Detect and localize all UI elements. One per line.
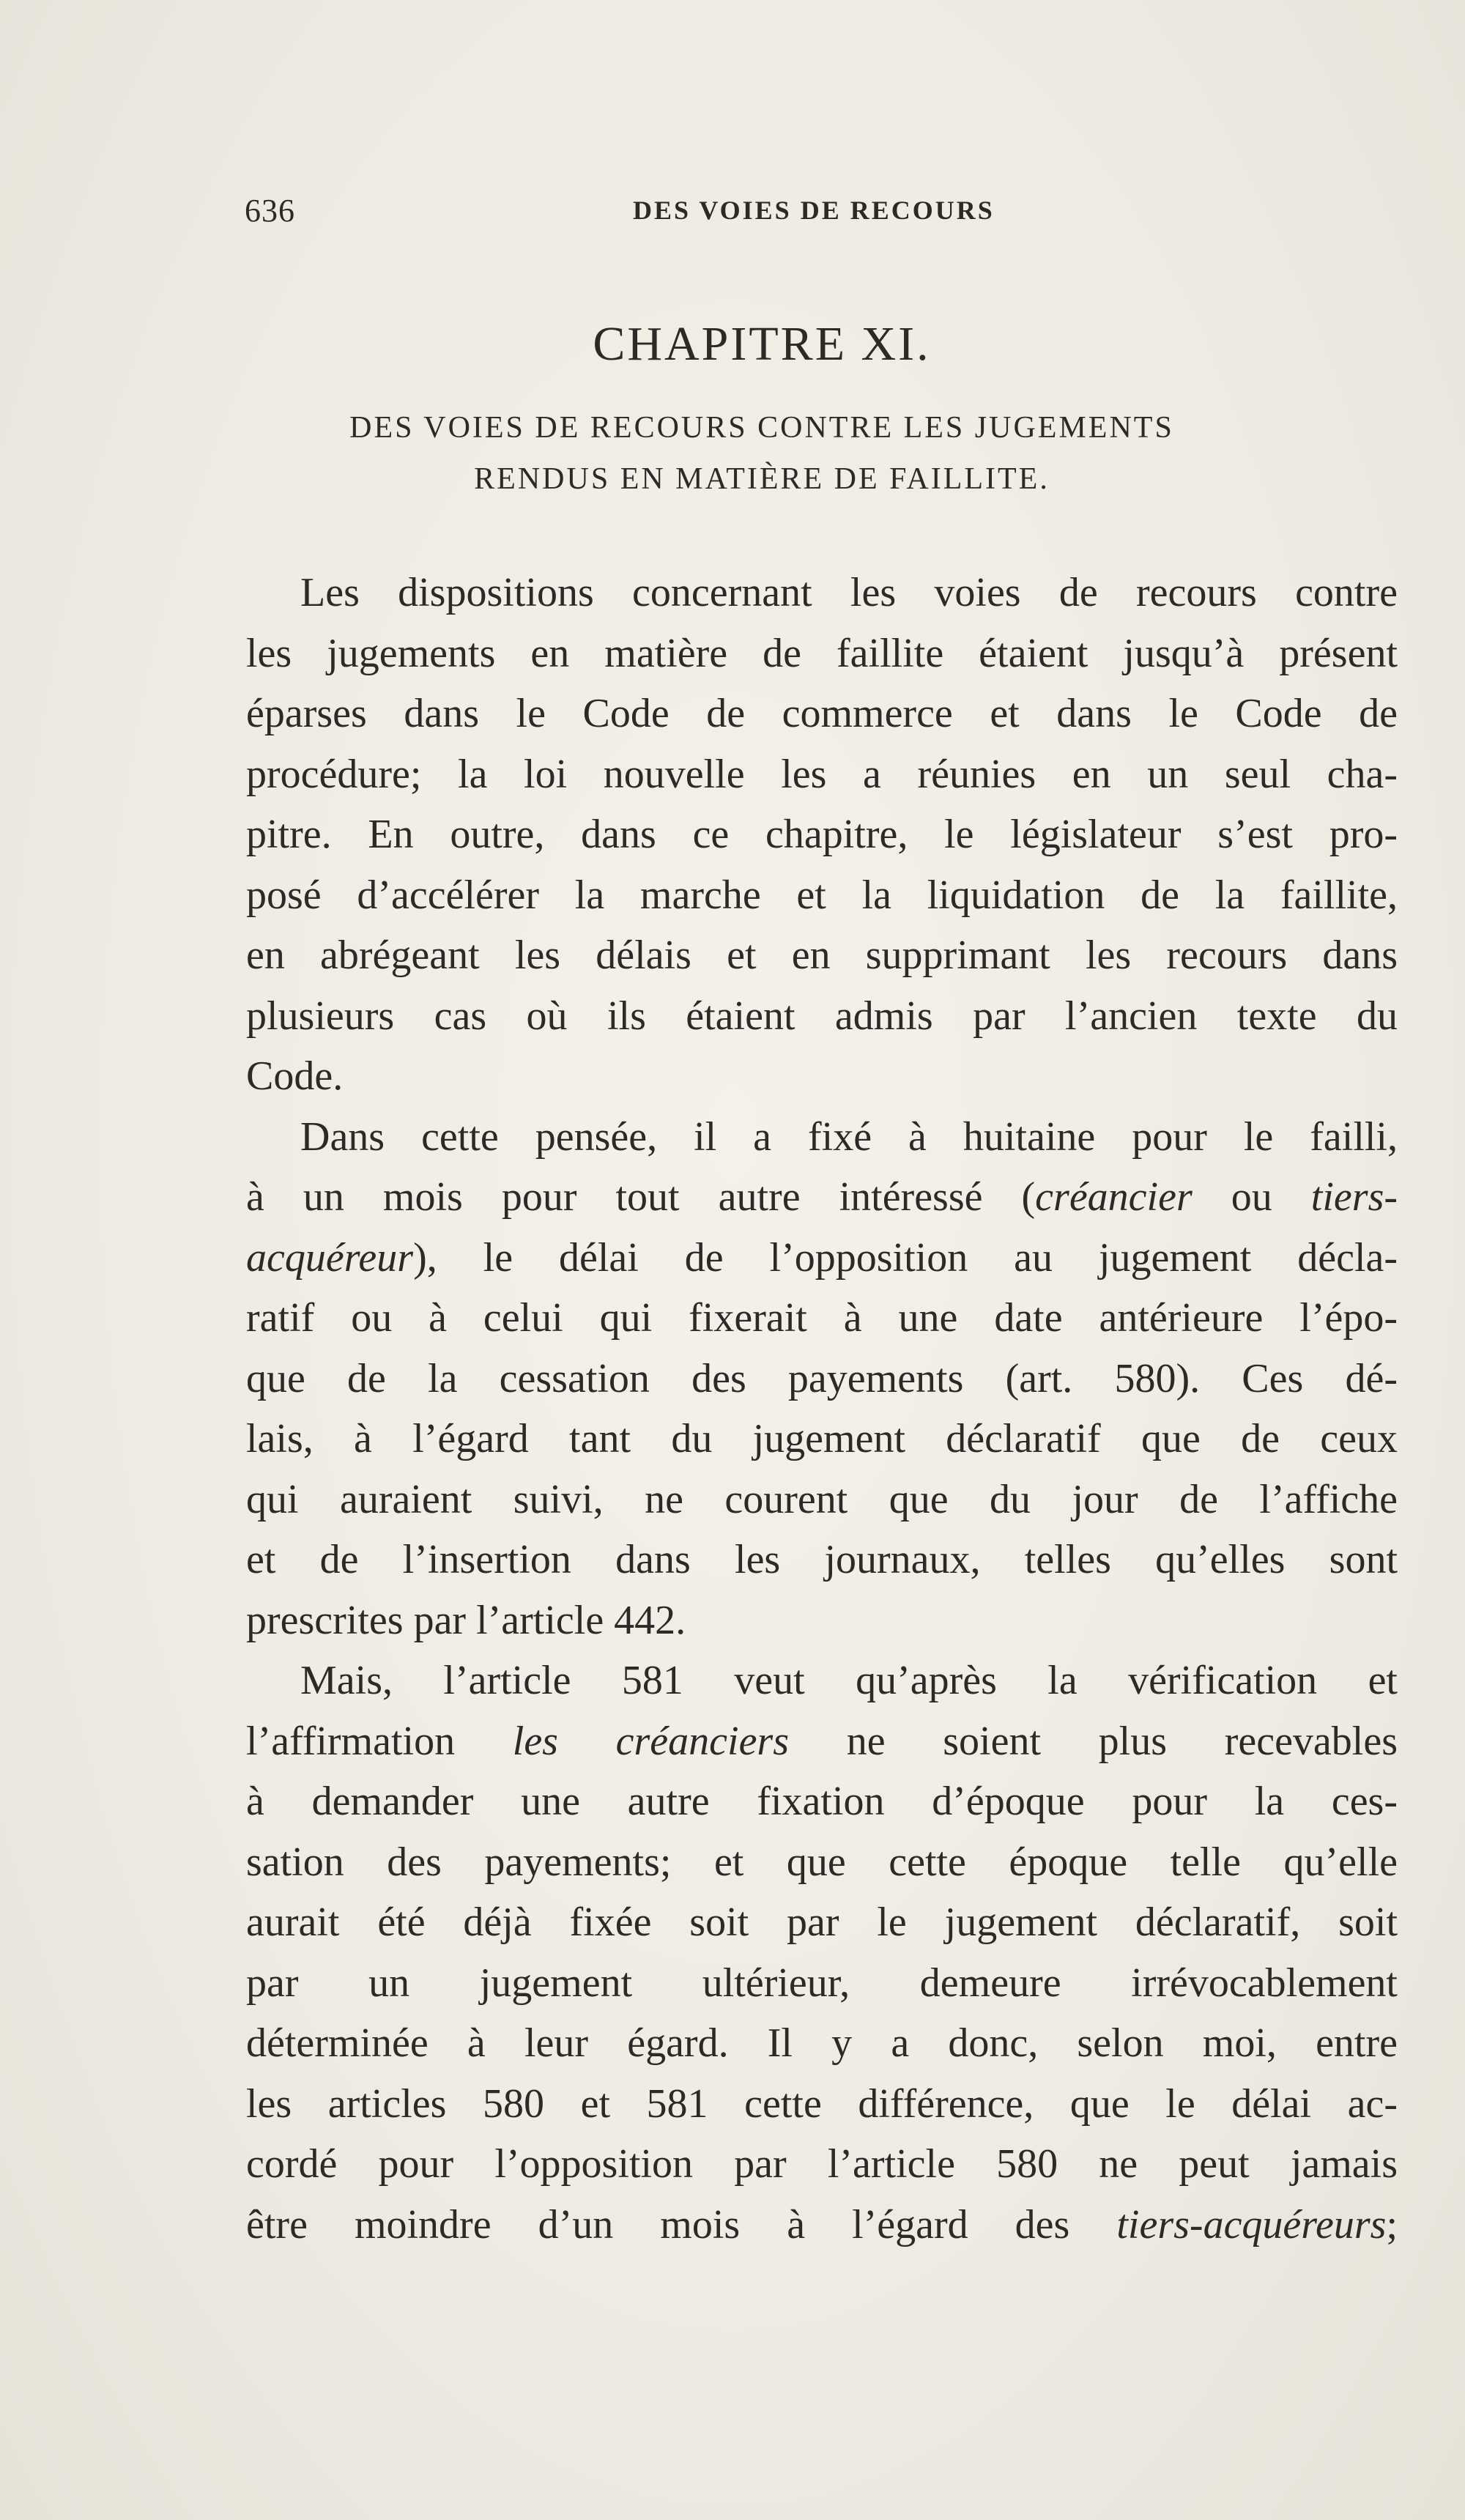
chapter-subtitle-line-2: RENDUS EN MATIÈRE DE FAILLITE. bbox=[474, 462, 1050, 496]
text-line: procédure; la loi nouvelle les a réunies en un seul cha- bbox=[246, 751, 1398, 797]
text-line: éparses dans le Code de commerce et dans le Code de bbox=[246, 691, 1398, 736]
chapter-subtitle-line-1: DES VOIES DE RECOURS CONTRE LES JUGEMENTS bbox=[349, 411, 1174, 445]
body-text bbox=[246, 563, 1398, 2255]
text-line: cordé pour l’opposition par l’article 580 ne peut jamais bbox=[246, 2141, 1398, 2187]
text-line: acquéreur), le délai de l’opposition au jugement décla- bbox=[246, 1234, 1398, 1281]
text-line: à demander une autre fixation d’époque pour la ces- bbox=[246, 1779, 1398, 1824]
text-line: ratif ou à celui qui fixerait à une date antérieure l’épo- bbox=[246, 1295, 1398, 1341]
text-line: Les dispositions concernant les voies de recours contre bbox=[300, 570, 1398, 615]
text-line: posé d’accélérer la marche et la liquidation de la faillite, bbox=[246, 872, 1398, 918]
text-line: Dans cette pensée, il a fixé à huitaine pour le failli, bbox=[300, 1113, 1398, 1160]
text-line: lais, à l’égard tant du jugement déclaratif que de ceux bbox=[246, 1416, 1398, 1461]
text-line: que de la cessation des payements (art. 580). Ces dé- bbox=[246, 1355, 1398, 1401]
text-line: l’affirmation les créanciers ne soient plus recevables bbox=[246, 1718, 1398, 1764]
text-line: plusieurs cas où ils étaient admis par l’ancien texte du bbox=[246, 993, 1398, 1039]
text-line: sation des payements; et que cette époque telle qu’elle bbox=[246, 1839, 1398, 1885]
text-line: Mais, l’article 581 veut qu’après la vérification et bbox=[300, 1658, 1398, 1703]
text-line: prescrites par l’article 442. bbox=[246, 1597, 686, 1643]
text-line: aurait été déjà fixée soit par le jugement déclaratif, soit bbox=[246, 1900, 1398, 1945]
text-line: Code. bbox=[246, 1053, 344, 1099]
text-line: qui auraient suivi, ne courent que du jour de l’affiche bbox=[246, 1476, 1398, 1522]
running-title: DES VOIES DE RECOURS bbox=[633, 196, 995, 225]
page-number: 636 bbox=[245, 193, 295, 229]
text-line: être moindre d’un mois à l’égard des tiers-acquéreurs; bbox=[246, 2201, 1398, 2247]
chapter-title: CHAPITRE XI. bbox=[593, 317, 931, 371]
text-line: les jugements en matière de faillite étaient jusqu’à présent bbox=[246, 630, 1398, 676]
text-line: à un mois pour tout autre intéressé (créancier ou tiers- bbox=[246, 1174, 1398, 1220]
text-line: par un jugement ultérieur, demeure irrévocablement bbox=[246, 1960, 1398, 2006]
text-line: pitre. En outre, dans ce chapitre, le législateur s’est pro- bbox=[246, 812, 1398, 857]
text-line: en abrégeant les délais et en supprimant les recours dans bbox=[246, 933, 1398, 978]
text-line: et de l’insertion dans les journaux, telles qu’elles sont bbox=[246, 1537, 1398, 1582]
text-line: déterminée à leur égard. Il y a donc, selon moi, entre bbox=[246, 2020, 1398, 2066]
running-header bbox=[245, 192, 1402, 236]
text-line: les articles 580 et 581 cette différence, que le délai ac- bbox=[246, 2080, 1398, 2127]
